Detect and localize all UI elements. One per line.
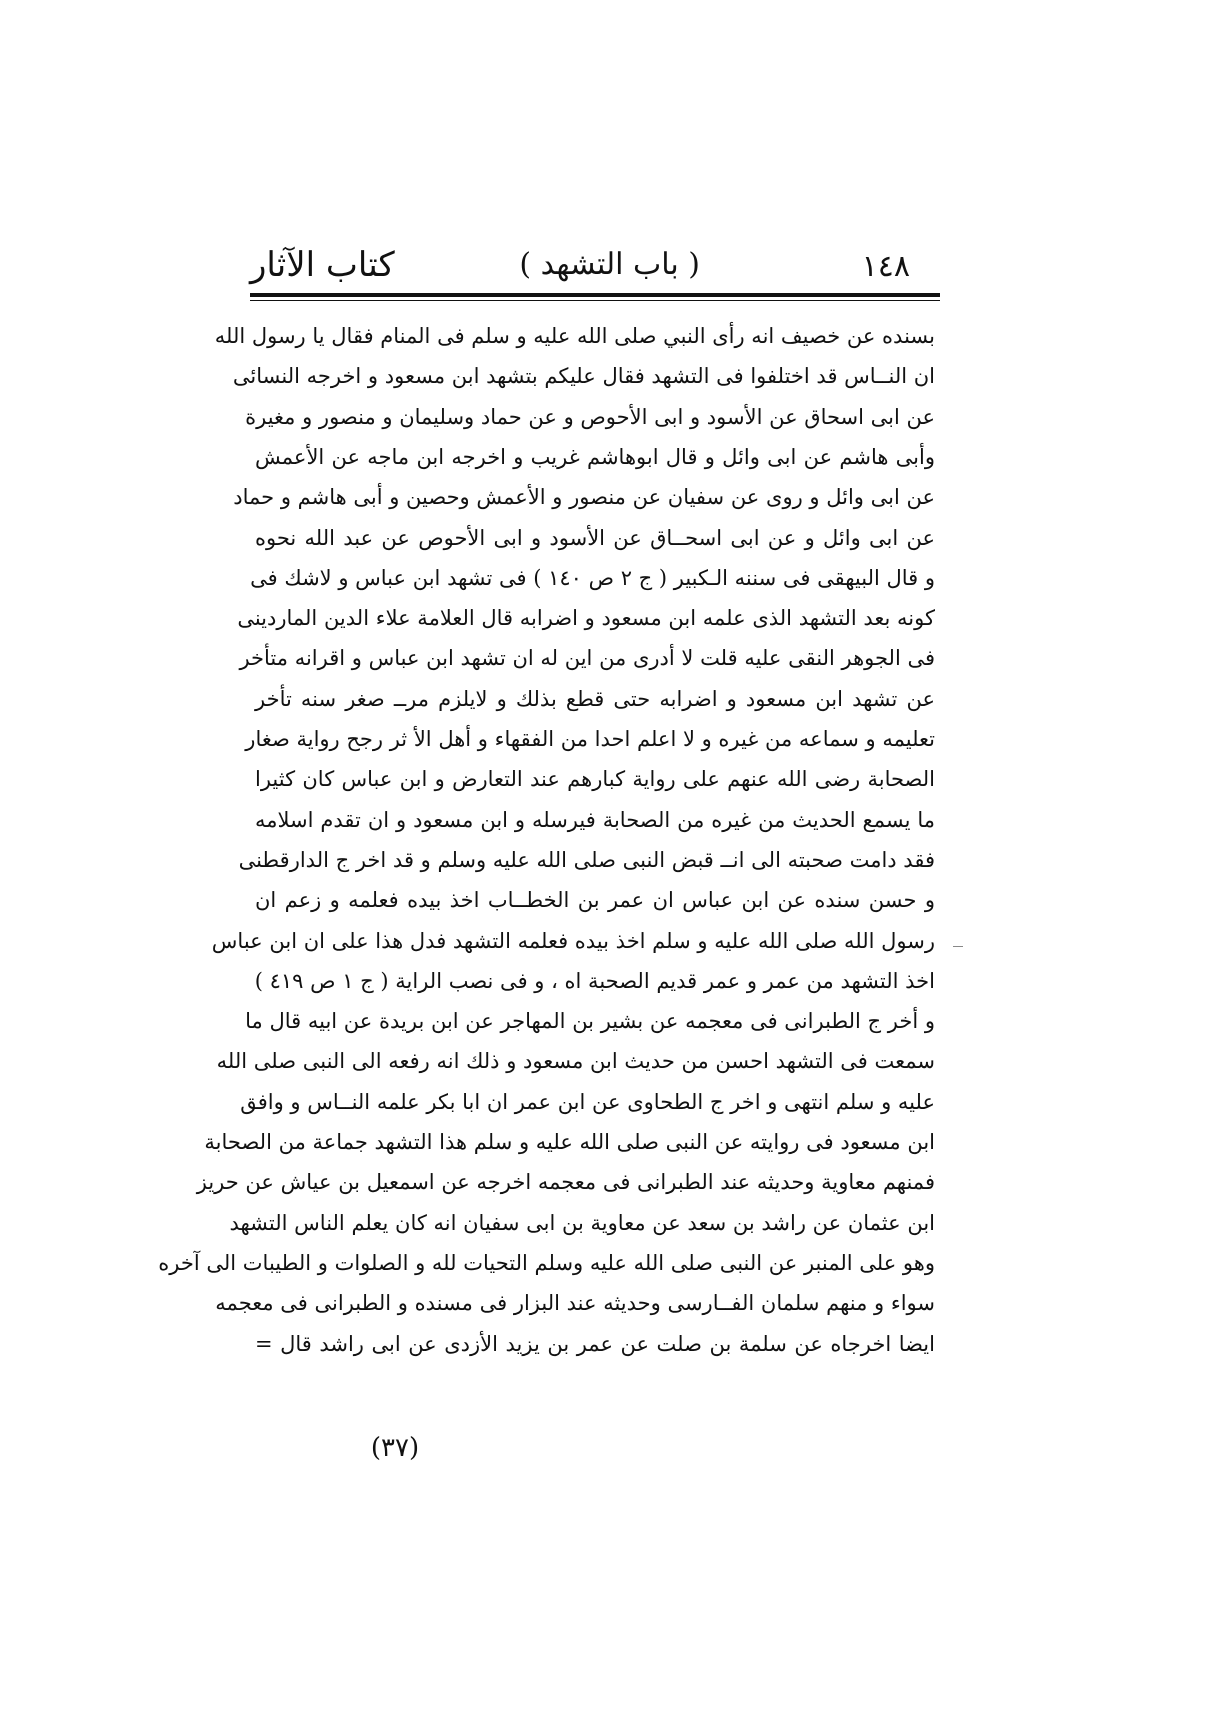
text-line: و قال البيهقى فى سننه الـكبير ( ج ٢ ص ١٤٠ ) فى تشهد ابن عباس و لاشك فى — [250, 565, 935, 590]
page-header — [250, 240, 940, 290]
text-line: عن ابى اسحاق عن الأسود و ابى الأحوص و عن حماد وسليمان و منصور و مغيرة — [245, 404, 935, 429]
text-line: بسنده عن خصيف انه رأى النبي صلى الله عليه و سلم فى المنام فقال يا رسول الله — [214, 324, 935, 348]
text-line: ابن عثمان عن راشد بن سعد عن معاوية بن ابى سفيان انه كان يعلم الناس التشهد — [229, 1210, 935, 1235]
text-line: وأبى هاشم عن ابى وائل و قال ابوهاشم غريب و اخرجه ابن ماجه عن الأعمش — [255, 444, 935, 469]
text-line: عن ابى وائل و روى عن سفيان عن منصور و الأعمش وحصين و أبى هاشم و حماد — [233, 485, 935, 510]
text-line: ايضا اخرجاه عن سلمة بن صلت عن عمر بن يزيد الأزدى عن ابى راشد قال = — [255, 1331, 935, 1356]
header-rule-thin — [250, 300, 940, 301]
page-number: ١٤٨ — [861, 249, 910, 284]
text-line: و أخر ج الطبرانى فى معجمه عن بشير بن المهاجر عن ابن بريدة عن ابيه قال ما — [245, 1009, 935, 1034]
chapter-title: ( باب التشهد ) — [519, 247, 700, 282]
header-rule-thick — [250, 293, 940, 297]
text-line: تعليمه و سماعه من غيره و لا اعلم احدا من الفقهاء و أهل الأ ثر رجح رواية صغار — [245, 727, 935, 751]
text-line: سواء و منهم سلمان الفــارسى وحديثه عند البزار فى مسنده و الطبرانى فى معجمه — [215, 1291, 935, 1316]
signature-mark: (٣٧) — [370, 1433, 420, 1463]
text-line: وهو على المنبر عن النبى صلى الله عليه وسلم التحيات لله و الصلوات و الطيبات الى آخره — [158, 1250, 935, 1275]
book-title: كتاب الآثار — [250, 245, 395, 285]
text-line: سمعت فى التشهد احسن من حديث ابن مسعود و ذلك انه رفعه الى النبى صلى الله — [216, 1049, 935, 1074]
text-line: ما يسمع الحديث من غيره من الصحابة فيرسله و ابن مسعود و ان تقدم اسلامه — [255, 807, 935, 832]
margin-tick — [953, 946, 963, 947]
text-line: عن ابى وائل و عن ابى اسحــاق عن الأسود و ابى الأحوص عن عبد الله نحوه — [255, 525, 935, 550]
text-line: فمنهم معاوية وحديثه عند الطبرانى فى معجمه اخرجه عن اسمعيل بن عياش عن حريز — [196, 1170, 935, 1195]
text-line: رسول الله صلى الله عليه و سلم اخذ بيده فعلمه التشهد فدل هذا على ان ابن عباس — [211, 928, 935, 953]
text-line: عليه و سلم انتهى و اخر ج الطحاوى عن ابن عمر ان ابا بكر علمه النــاس و وافق — [240, 1089, 935, 1114]
text-line: عن تشهد ابن مسعود و اضرابه حتى قطع بذلك و لايلزم مر‍ــ صغر سنه تأخر — [255, 686, 935, 711]
text-line: و حسن سنده عن ابن عباس ان عمر بن الخطــاب اخذ بيده فعلمه و زعم ان — [255, 888, 935, 913]
text-line: فقد دامت صحبته الى ان‍ــ قبض النبى صلى الله عليه وسلم و قد اخر ج الدارقطنى — [238, 847, 935, 872]
text-line: فى الجوهر النقى عليه قلت لا أدرى من اين له ان تشهد ابن عباس و اقرانه متأخر — [239, 646, 935, 671]
text-line: الصحابة رضى الله عنهم على رواية كبارهم عند التعارض و ابن عباس كان كثيرا — [255, 767, 935, 792]
text-line: ان النــاس قد اختلفوا فى التشهد فقال عليكم بتشهد ابن مسعود و اخرجه النسائى — [232, 364, 935, 389]
text-line: كونه بعد التشهد الذى علمه ابن مسعود و اضرابه قال العلامة علاء الدين الماردينى — [237, 606, 935, 631]
text-line: اخذ التشهد من عمر و عمر قديم الصحبة اه ، و فى نصب الراية ( ج ١ ص ٤١٩ ) — [254, 968, 935, 993]
text-line: ابن مسعود فى روايته عن النبى صلى الله عليه و سلم هذا التشهد جماعة من الصحابة — [204, 1130, 935, 1154]
